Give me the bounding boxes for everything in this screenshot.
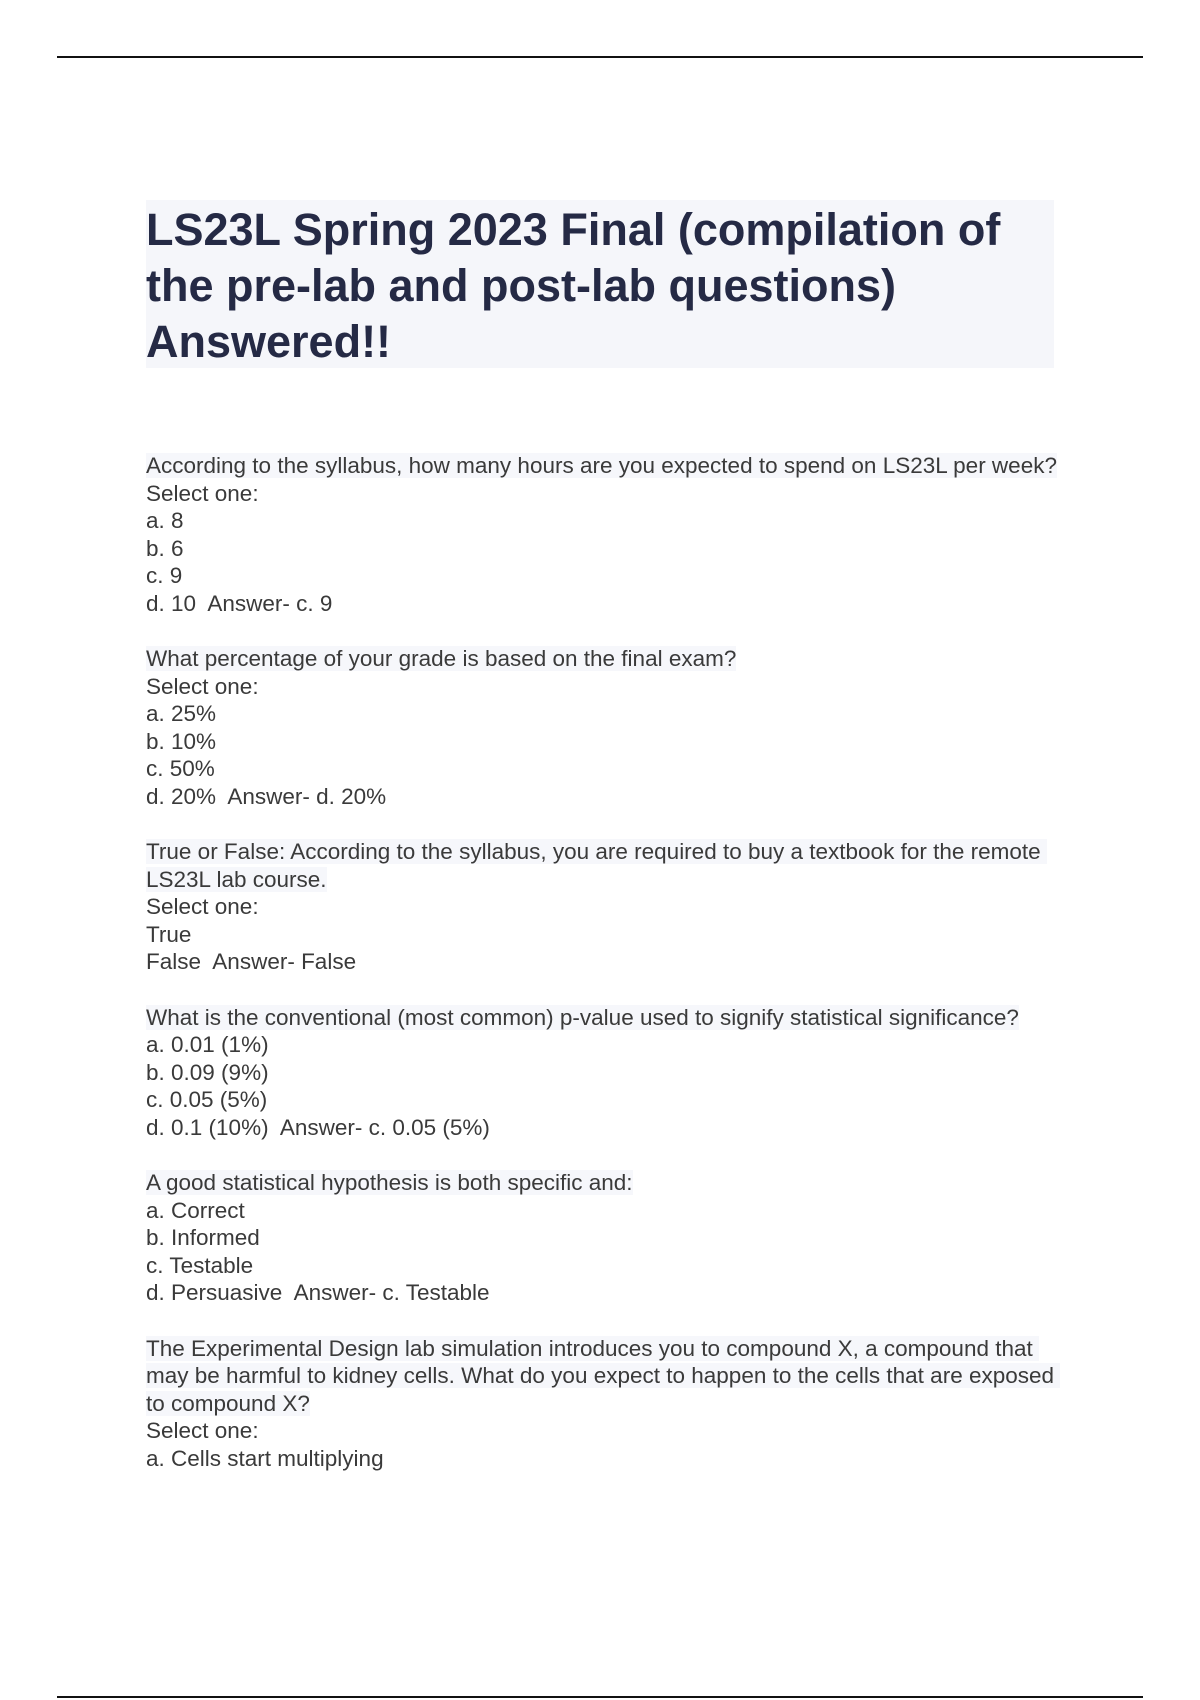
option-d: d. 20% bbox=[146, 783, 217, 809]
option-b: b. 10% bbox=[146, 728, 217, 754]
option-false: False bbox=[146, 949, 202, 974]
question-stem: True or False: According to the syllabus, you are required to buy a textbook for the remote LS23L lab course. bbox=[146, 839, 1047, 892]
option-d-with-answer bbox=[146, 590, 1066, 618]
option-a: a. 0.01 (1%) bbox=[146, 1032, 269, 1057]
answer-text: Answer- c. 9 bbox=[207, 590, 333, 616]
option-d-with-answer bbox=[146, 783, 1066, 811]
question-3 bbox=[146, 838, 1066, 976]
option-d: d. Persuasive bbox=[146, 1280, 283, 1305]
option-c: c. 9 bbox=[146, 563, 183, 588]
question-1 bbox=[146, 452, 1066, 617]
option-c: c. Testable bbox=[146, 1252, 254, 1278]
option-false-with-answer bbox=[146, 948, 1066, 976]
question-2 bbox=[146, 645, 1066, 810]
answer-text: Answer- False bbox=[212, 949, 357, 974]
option-a: a. Correct bbox=[146, 1197, 245, 1223]
question-stem: According to the syllabus, how many hours are you expected to spend on LS23L per week? bbox=[146, 453, 1057, 478]
question-stem: What is the conventional (most common) p-value used to signify statistical significance? bbox=[146, 1004, 1019, 1030]
option-a: a. 8 bbox=[146, 508, 184, 533]
answer-text: Answer- c. Testable bbox=[293, 1280, 490, 1305]
page-bottom-rule bbox=[57, 1696, 1143, 1698]
question-prompt: Select one: bbox=[146, 480, 259, 506]
question-5 bbox=[146, 1169, 1066, 1307]
option-d: d. 10 bbox=[146, 590, 197, 616]
question-4 bbox=[146, 1004, 1066, 1142]
title-block bbox=[146, 200, 1054, 368]
question-prompt: Select one: bbox=[146, 673, 259, 699]
option-a: a. Cells start multiplying bbox=[146, 1445, 384, 1471]
question-prompt: Select one: bbox=[146, 894, 259, 919]
answer-text: Answer- d. 20% bbox=[227, 783, 387, 809]
question-list bbox=[146, 452, 1066, 1500]
option-b: b. 0.09 (9%) bbox=[146, 1059, 269, 1085]
option-c: c. 0.05 (5%) bbox=[146, 1087, 268, 1112]
question-6 bbox=[146, 1335, 1066, 1473]
option-a: a. 25% bbox=[146, 701, 217, 726]
option-b: b. 6 bbox=[146, 535, 184, 561]
option-true: True bbox=[146, 921, 192, 947]
question-stem: What percentage of your grade is based on the final exam? bbox=[146, 646, 737, 671]
page-top-rule bbox=[57, 56, 1143, 58]
option-d: d. 0.1 (10%) bbox=[146, 1114, 269, 1140]
document-title: LS23L Spring 2023 Final (compilation of the pre-lab and post-lab questions) Answered!! bbox=[146, 204, 1001, 367]
option-d-with-answer bbox=[146, 1279, 1066, 1307]
answer-text: Answer- c. 0.05 (5%) bbox=[279, 1114, 490, 1140]
option-b: b. Informed bbox=[146, 1225, 260, 1250]
question-prompt: Select one: bbox=[146, 1418, 259, 1443]
option-d-with-answer bbox=[146, 1114, 1066, 1142]
question-stem: A good statistical hypothesis is both specific and: bbox=[146, 1170, 633, 1195]
question-stem: The Experimental Design lab simulation introduces you to compound X, a compound that may be harmful to kidney cells. What do you expect to happen to the cells that are exposed to compound X? bbox=[146, 1335, 1061, 1416]
option-c: c. 50% bbox=[146, 756, 215, 781]
